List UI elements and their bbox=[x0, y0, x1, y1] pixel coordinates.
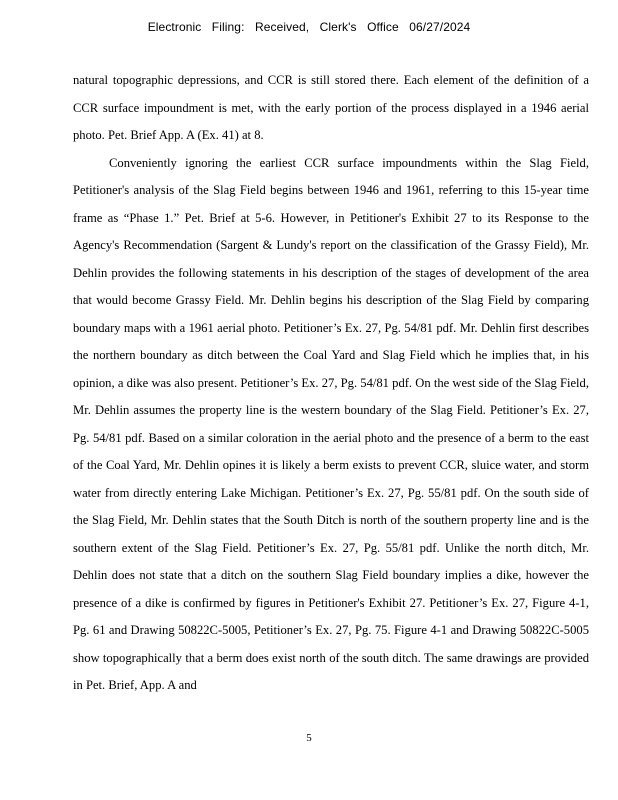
paragraph-slag-field-analysis: Conveniently ignoring the earliest CCR surface impoundments within the Slag Field, Petitioner's analysis of the Slag Field begins between 1946 and 1961, referring to this 15-year time frame as “Phase 1.” Pet. Brief at 5-6. However, in Petitioner's Exhibit 27 to its Response to the Agency's Recommendation (Sargent & Lundy's report on the classification of the Grassy Field), Mr. Dehlin provides the following statements in his description of the stages of development of the area that would become Grassy Field. Mr. Dehlin begins his description of the Slag Field by comparing boundary maps with a 1961 aerial photo. Petitioner’s Ex. 27, Pg. 54/81 pdf. Mr. Dehlin first describes the northern boundary as ditch between the Coal Yard and Slag Field which he implies that, in his opinion, a dike was also present. Petitioner’s Ex. 27, Pg. 54/81 pdf. On the west side of the Slag Field, Mr. Dehlin assumes the property line is the western boundary of the Slag Field. Petitioner’s Ex. 27, Pg. 54/81 pdf. Based on a similar coloration in the aerial photo and the presence of a berm to the east of the Coal Yard, Mr. Dehlin opines it is likely a berm exists to prevent CCR, sluice water, and storm water from directly entering Lake Michigan. Petitioner’s Ex. 27, Pg. 55/81 pdf. On the south side of the Slag Field, Mr. Dehlin states that the South Ditch is north of the southern property line and is the southern extent of the Slag Field. Petitioner’s Ex. 27, Pg. 55/81 pdf. Unlike the north ditch, Mr. Dehlin does not state that a ditch on the southern Slag Field boundary implies a dike, however the presence of a dike is confirmed by figures in Petitioner's Exhibit 27. Petitioner’s Ex. 27, Figure 4-1, Pg. 61 and Drawing 50822C-5005, Petitioner’s Ex. 27, Pg. 75. Figure 4-1 and Drawing 50822C-5005 show topographically that a berm does exist north of the south ditch. The same drawings are provided in Pet. Brief, App. A and bbox=[73, 155, 589, 692]
page-number: 5 bbox=[306, 732, 312, 744]
body-text bbox=[73, 67, 589, 700]
filing-stamp: Electronic Filing: Received, Clerk's Office 06/27/2024 bbox=[147, 20, 471, 34]
paragraph-continuation: natural topographic depressions, and CCR is still stored there. Each element of the definition of a CCR surface impoundment is met, with the early portion of the process displayed in a 1946 aerial photo. Pet. Brief App. A (Ex. 41) at 8. bbox=[73, 73, 589, 142]
